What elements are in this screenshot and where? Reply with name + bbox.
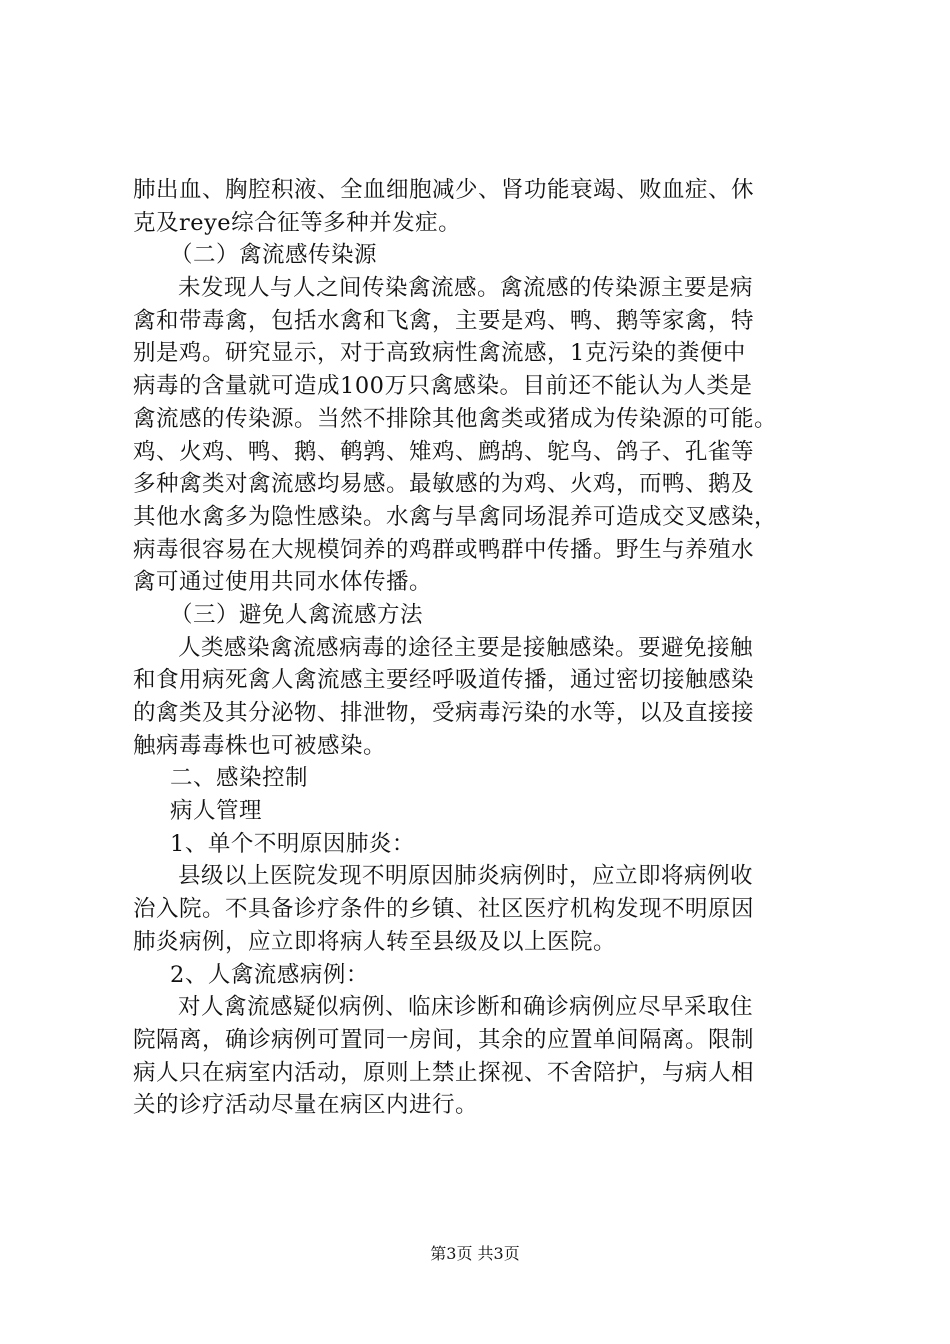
paragraph-line: 病毒很容易在大规模饲养的鸡群或鸭群中传播。野生与养殖水 — [133, 536, 755, 563]
document-body — [133, 174, 833, 1122]
paragraph-line: 人类感染禽流感病毒的途径主要是接触感染。要避免接触 — [178, 634, 754, 661]
paragraph-line: 病人只在病室内活动，原则上禁止探视、不舍陪护，与病人相 — [133, 1059, 755, 1086]
paragraph-line: 院隔离，确诊病例可置同一房间，其余的应置单间隔离。限制 — [133, 1026, 755, 1053]
section-heading-line: 二、感染控制 — [170, 765, 309, 792]
paragraph-line: 克及reye综合征等多种并发症。 — [133, 209, 462, 236]
paragraph-line: 治入院。不具备诊疗条件的乡镇、社区医疗机构发现不明原因 — [133, 896, 755, 923]
paragraph-line: 禽可通过使用共同水体传播。 — [133, 569, 433, 596]
paragraph-line: 和食用病死禽人禽流感主要经呼吸道传播，通过密切接触感染 — [133, 667, 755, 694]
paragraph-line: 鸡、火鸡、鸭、鹅、鹌鹑、雉鸡、鹧鸪、鸵鸟、鸽子、孔雀等 — [133, 438, 755, 465]
paragraph-line: 肺炎病例，应立即将病人转至县级及以上医院。 — [133, 928, 617, 955]
paragraph-line: 禽流感的传染源。当然不排除其他禽类或猪成为传染源的可能。 — [133, 405, 778, 432]
section-heading-line: （二）禽流感传染源 — [170, 242, 378, 269]
paragraph-line: 肺出血、胸腔积液、全血细胞减少、肾功能衰竭、败血症、休 — [133, 177, 755, 203]
paragraph-line: 禽和带毒禽，包括水禽和飞禽，主要是鸡、鸭、鹅等家禽，特 — [133, 307, 755, 334]
paragraph-line: 的禽类及其分泌物、排泄物，受病毒污染的水等，以及直接接 — [133, 700, 755, 726]
paragraph-line: 对人禽流感疑似病例、临床诊断和确诊病例应尽早采取住 — [178, 994, 754, 1021]
section-heading-line: 1、单个不明原因肺炎： — [170, 830, 415, 857]
section-heading-line: （三）避免人禽流感方法 — [170, 601, 424, 628]
paragraph-line: 触病毒毒株也可被感染。 — [133, 732, 387, 759]
section-heading-line: 病人管理 — [170, 798, 263, 825]
paragraph-line: 县级以上医院发现不明原因肺炎病例时，应立即将病例收 — [178, 863, 754, 890]
paragraph-line: 其他水禽多为隐性感染。水禽与旱禽同场混养可造成交叉感染， — [133, 503, 778, 530]
paragraph-line: 未发现人与人之间传染禽流感。禽流感的传染源主要是病 — [178, 275, 754, 302]
paragraph-line: 关的诊疗活动尽量在病区内进行。 — [133, 1092, 479, 1119]
section-heading-line: 2、人禽流感病例： — [170, 961, 369, 988]
paragraph-line: 多种禽类对禽流感均易感。最敏感的为鸡、火鸡，而鸭、鹅及 — [133, 471, 755, 498]
paragraph-line: 病毒的含量就可造成100万只禽感染。目前还不能认为人类是 — [133, 373, 753, 400]
page-footer: 第3页 共3页 — [430, 1244, 520, 1263]
paragraph-line: 别是鸡。研究显示，对于高致病性禽流感，1克污染的粪便中 — [133, 340, 746, 367]
